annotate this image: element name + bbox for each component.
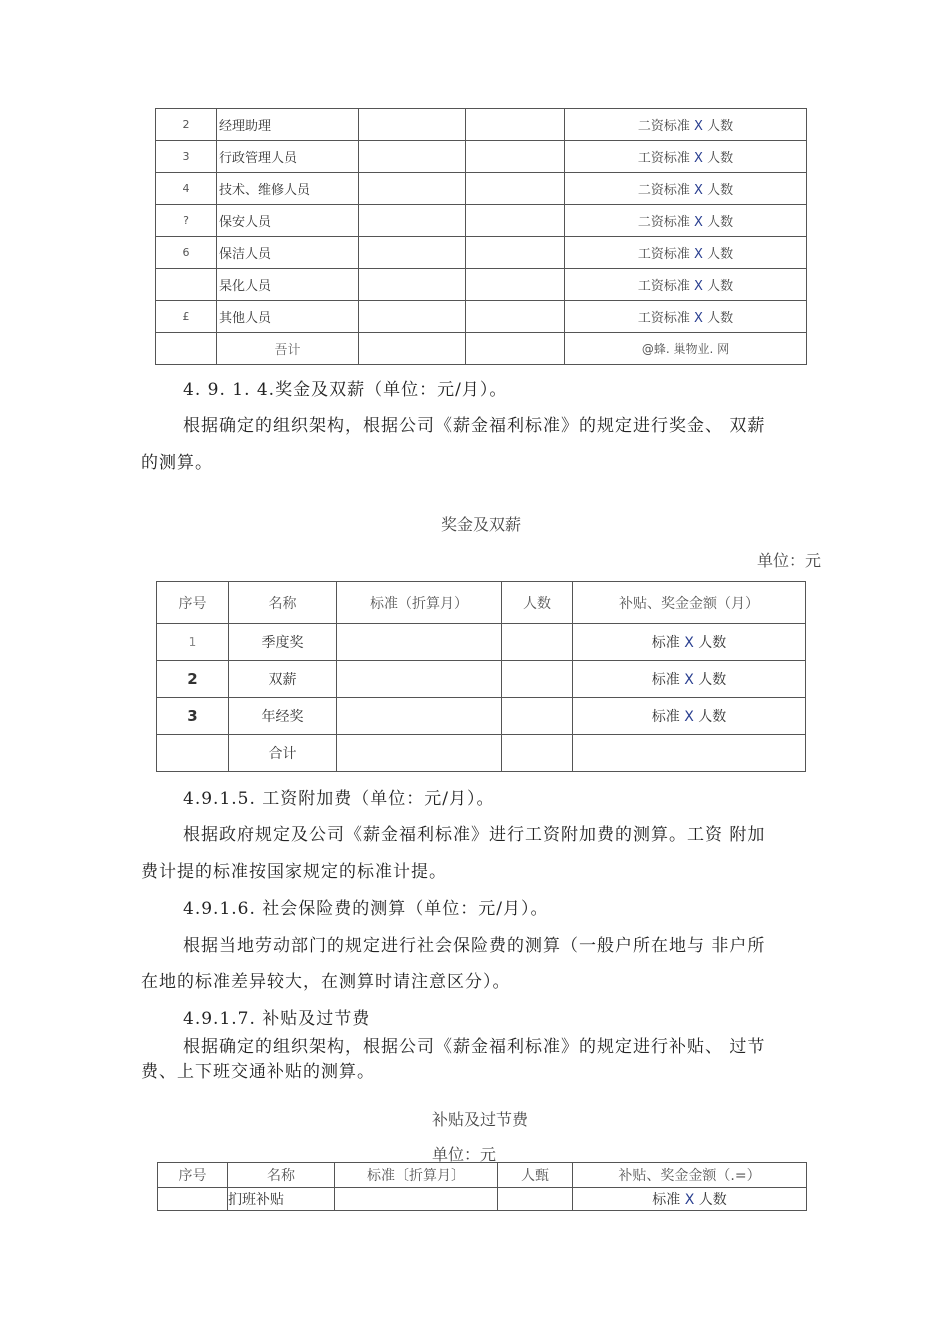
table-row	[156, 141, 807, 173]
row-number: 2	[157, 661, 229, 698]
column-header: 标准〔折算月〕	[335, 1163, 498, 1188]
column-header: 序号	[157, 582, 229, 624]
section-heading-4914: 4. 9. 1. 4.奖金及双薪（单位：元/月）。	[183, 380, 508, 400]
headcount-cell	[502, 661, 573, 698]
formula-headcount: 人数	[698, 1192, 727, 1208]
table-row	[157, 698, 806, 735]
formula-standard: 二资标准	[637, 215, 690, 230]
formula-cell	[565, 301, 807, 333]
formula-multiply: X	[684, 672, 694, 688]
column-header: 名称	[229, 582, 337, 624]
row-name: 行政管理人员	[217, 141, 359, 173]
formula-cell	[573, 624, 806, 661]
formula-standard: 标准	[651, 672, 680, 688]
formula-cell	[573, 1188, 807, 1211]
formula-headcount: 人数	[698, 672, 727, 688]
row-number: 1	[157, 624, 229, 661]
column-header: 名称	[228, 1163, 335, 1188]
formula-cell	[565, 269, 807, 301]
headcount-cell	[466, 109, 565, 141]
formula-multiply: X	[694, 215, 703, 230]
row-name: 年经奖	[229, 698, 337, 735]
formula-multiply: X	[694, 247, 703, 262]
formula-multiply: X	[694, 183, 703, 198]
paragraph-4917-line1: 根据确定的组织架构，根据公司《薪金福利标准》的规定进行补贴、 过节	[183, 1037, 766, 1057]
table-row	[157, 661, 806, 698]
formula-cell	[565, 237, 807, 269]
headcount-cell	[498, 1188, 573, 1211]
row-name: 保安人员	[217, 205, 359, 237]
section-heading-4916: 4.9.1.6. 社会保险费的测算（单位：元/月）。	[183, 899, 549, 919]
formula-multiply: X	[694, 119, 703, 134]
column-header: 补贴、奖金金额（.=）	[573, 1163, 807, 1188]
formula-multiply: X	[694, 151, 703, 166]
headcount-cell	[502, 624, 573, 661]
row-number: 3	[157, 698, 229, 735]
row-name: 经理助理	[217, 109, 359, 141]
allowance-table	[157, 1162, 807, 1211]
table-row	[157, 624, 806, 661]
standard-cell	[359, 173, 466, 205]
formula-cell	[565, 141, 807, 173]
row-number: £	[156, 301, 217, 333]
unit-label-bonus: 单位：元	[756, 551, 821, 570]
formula-cell	[565, 205, 807, 237]
table-row	[156, 301, 807, 333]
headcount-cell	[466, 173, 565, 205]
row-number: 6	[156, 237, 217, 269]
formula-standard: 工资标准	[637, 247, 690, 262]
formula-standard: 标准	[652, 1192, 681, 1208]
standard-cell	[337, 661, 502, 698]
standard-cell	[359, 301, 466, 333]
formula-headcount: 人数	[707, 279, 734, 294]
column-header: 人甄	[498, 1163, 573, 1188]
standard-cell	[337, 624, 502, 661]
headcount-cell	[466, 301, 565, 333]
formula-cell	[565, 173, 807, 205]
total-row	[157, 735, 806, 772]
row-name: 其他人员	[217, 301, 359, 333]
standard-cell	[359, 109, 466, 141]
paragraph-4915-line1: 根据政府规定及公司《薪金福利标准》进行工资附加费的测算。工资 附加	[183, 825, 766, 845]
headcount-cell	[466, 333, 565, 365]
formula-headcount: 人数	[707, 247, 734, 262]
table-row	[156, 269, 807, 301]
standard-cell	[359, 333, 466, 365]
row-number	[158, 1188, 228, 1211]
standard-cell	[337, 735, 502, 772]
row-name: 季度奖	[229, 624, 337, 661]
row-number	[156, 269, 217, 301]
standard-cell	[359, 205, 466, 237]
watermark-text: @蜂. 巢物业. 网	[565, 333, 807, 365]
headcount-cell	[466, 269, 565, 301]
formula-standard: 标准	[651, 635, 680, 651]
standard-cell	[359, 141, 466, 173]
table-row	[158, 1188, 807, 1211]
total-row	[156, 333, 807, 365]
formula-multiply: X	[684, 1192, 695, 1208]
paragraph-4915-line2: 费计提的标准按国家规定的标准计提。	[141, 862, 447, 882]
formula-standard: 工资标准	[637, 279, 690, 294]
row-number	[156, 333, 217, 365]
standard-cell	[335, 1188, 498, 1211]
column-header: 补贴、奖金金额（月）	[573, 582, 806, 624]
formula-headcount: 人数	[707, 183, 734, 198]
column-header: 标准（折算月）	[337, 582, 502, 624]
formula-multiply: X	[694, 279, 703, 294]
formula-headcount: 人数	[698, 709, 727, 725]
formula-multiply: X	[684, 709, 694, 725]
formula-standard: 二资标准	[637, 183, 690, 198]
section-heading-4917: 4.9.1.7. 补贴及过节费	[183, 1009, 371, 1029]
table-row	[156, 237, 807, 269]
formula-standard: 工资标准	[637, 311, 690, 326]
paragraph-4914-line2: 的测算。	[141, 453, 213, 473]
total-label: 吾计	[217, 333, 359, 365]
formula-headcount: 人数	[707, 119, 734, 134]
row-name: 扪班补贴	[228, 1188, 335, 1211]
formula-headcount: 人数	[698, 635, 727, 651]
row-name: 保洁人员	[217, 237, 359, 269]
total-label: 合计	[229, 735, 337, 772]
table-row	[156, 173, 807, 205]
amount-cell	[573, 735, 806, 772]
formula-headcount: 人数	[707, 311, 734, 326]
formula-cell	[573, 661, 806, 698]
row-name: 技术、维修人员	[217, 173, 359, 205]
table-row	[156, 205, 807, 237]
formula-multiply: X	[684, 635, 694, 651]
staff-salary-table	[155, 108, 807, 365]
formula-standard: 工资标准	[637, 151, 690, 166]
paragraph-4916-line1: 根据当地劳动部门的规定进行社会保险费的测算（一般户所在地与 非户所	[183, 936, 766, 956]
formula-multiply: X	[694, 311, 703, 326]
table-row	[156, 109, 807, 141]
column-header: 序号	[158, 1163, 228, 1188]
standard-cell	[359, 269, 466, 301]
bonus-table	[156, 581, 806, 772]
table-caption-allowance: 补贴及过节费	[431, 1110, 528, 1129]
formula-standard: 标准	[651, 709, 680, 725]
standard-cell	[359, 237, 466, 269]
headcount-cell	[466, 237, 565, 269]
formula-cell	[573, 698, 806, 735]
row-name: 双薪	[229, 661, 337, 698]
row-number: 4	[156, 173, 217, 205]
row-number: ?	[156, 205, 217, 237]
row-number: 2	[156, 109, 217, 141]
paragraph-4917-line2: 费、上下班交通补贴的测算。	[141, 1062, 375, 1082]
headcount-cell	[466, 141, 565, 173]
headcount-cell	[466, 205, 565, 237]
standard-cell	[337, 698, 502, 735]
row-name: 杲化人员	[217, 269, 359, 301]
row-number	[157, 735, 229, 772]
section-heading-4915: 4.9.1.5. 工资附加费（单位：元/月）。	[183, 789, 495, 809]
headcount-cell	[502, 735, 573, 772]
row-number: 3	[156, 141, 217, 173]
headcount-cell	[502, 698, 573, 735]
paragraph-4916-line2: 在地的标准差异较大，在测算时请注意区分）。	[141, 972, 511, 992]
unit-label-allowance: 单位：元	[432, 1145, 497, 1164]
paragraph-4914-line1: 根据确定的组织架构，根据公司《薪金福利标准》的规定进行奖金、 双薪	[183, 416, 766, 436]
table-caption-bonus: 奖金及双薪	[440, 515, 521, 534]
formula-standard: 二资标准	[637, 119, 690, 134]
formula-headcount: 人数	[707, 215, 734, 230]
column-header: 人数	[502, 582, 573, 624]
formula-cell	[565, 109, 807, 141]
formula-headcount: 人数	[707, 151, 734, 166]
